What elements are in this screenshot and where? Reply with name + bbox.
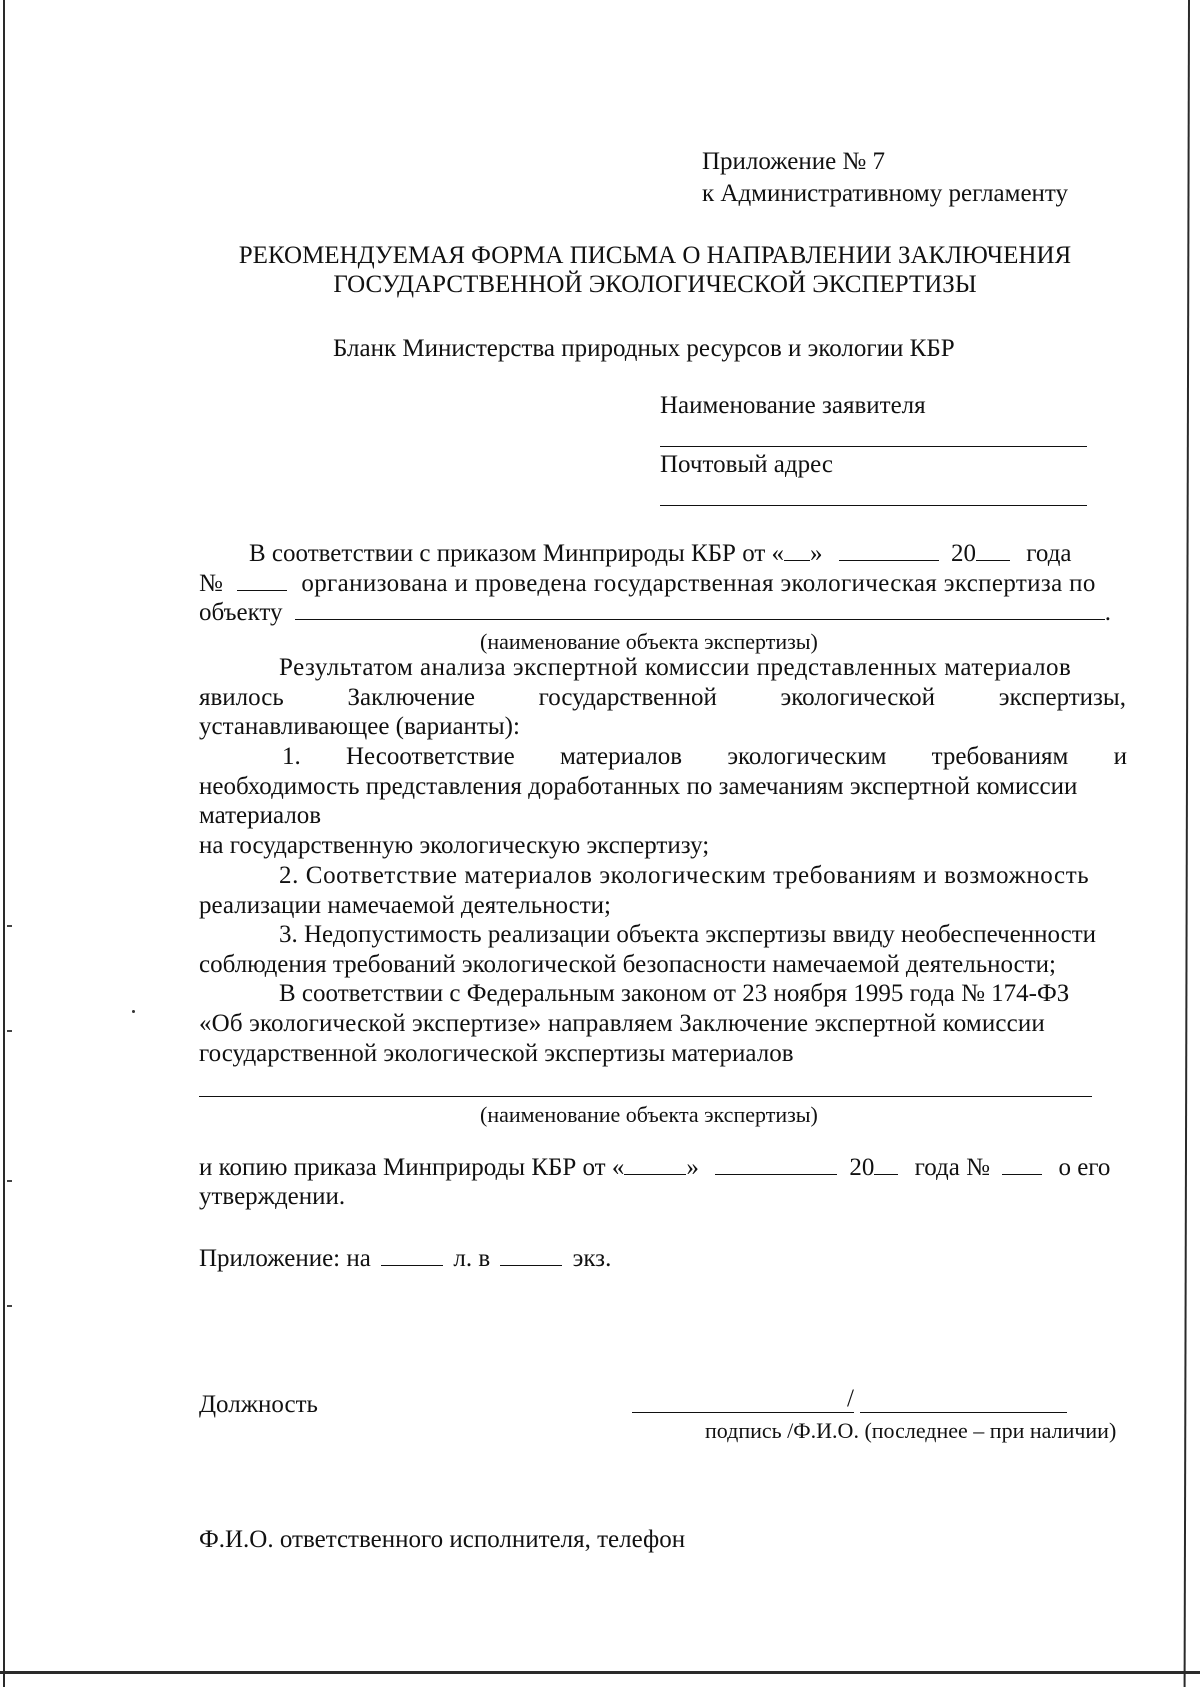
order-year-blank: [976, 538, 1010, 561]
result-line-2: [199, 683, 1126, 713]
intro-text: »: [810, 540, 823, 567]
word: экспертизы,: [998, 684, 1126, 711]
order-day-blank: [784, 538, 810, 561]
scan-mark: [7, 1305, 12, 1307]
intro-line-2: [199, 568, 1096, 599]
word: и: [1113, 743, 1127, 770]
form-title-line-2: ГОСУДАРСТВЕННОЙ ЭКОЛОГИЧЕСКОЙ ЭКСПЕРТИЗЫ: [333, 271, 977, 298]
letterhead-note: Бланк Министерства природных ресурсов и экологии КБР: [333, 335, 955, 362]
applicant-name-label: Наименование заявителя: [660, 392, 926, 419]
approval-month-blank: [715, 1152, 837, 1175]
result-line-3: устанавливающее (варианты):: [199, 713, 520, 740]
option-2-line-2: реализации намечаемой деятельности;: [199, 892, 611, 919]
executor-line: Ф.И.О. ответственного исполнителя, телефон: [199, 1526, 686, 1553]
copy-text: года №: [914, 1154, 990, 1181]
position-label: Должность: [199, 1391, 318, 1418]
scan-edge-left: [3, 0, 5, 1687]
approval-day-blank: [624, 1152, 686, 1175]
intro-text: В соответствии с приказом Минприроды КБР от «: [249, 540, 785, 567]
intro-line-1: [249, 538, 1072, 569]
attachment-text: л. в: [453, 1245, 491, 1272]
order-month-blank: [839, 538, 939, 561]
copy-text: и копию приказа Минприроды КБР от «: [199, 1154, 625, 1181]
appendix-number: Приложение № 7: [702, 148, 886, 175]
full-name-field: [860, 1412, 1067, 1413]
option-3-line-2: соблюдения требований экологической безопасности намечаемой деятельности;: [199, 951, 1056, 978]
scan-edge-bottom: [0, 1671, 1200, 1674]
option-1-line-3: материалов: [199, 802, 322, 829]
expertise-object-blank: [295, 597, 1105, 620]
period: .: [1104, 599, 1112, 626]
copy-text: »: [686, 1154, 699, 1181]
scan-edge-right: [1184, 0, 1190, 1687]
approval-year-blank: [874, 1152, 898, 1175]
scan-dot: [132, 1010, 135, 1013]
word: явилось: [199, 684, 284, 711]
copy-line-1: [199, 1152, 1110, 1183]
attachment-line: [199, 1243, 611, 1274]
postal-address-field: [660, 505, 1087, 506]
applicant-name-field: [660, 446, 1087, 447]
expertise-object-field: [199, 1096, 1092, 1097]
object-caption-2: (наименование объекта экспертизы): [480, 1102, 818, 1127]
option-3-line-1: 3. Недопустимость реализации объекта экспертизы ввиду необеспеченности: [279, 921, 1097, 948]
form-title-line-1: РЕКОМЕНДУЕМАЯ ФОРМА ПИСЬМА О НАПРАВЛЕНИИ ЗАКЛЮЧЕНИЯ: [238, 242, 1072, 269]
sheets-blank: [381, 1243, 443, 1266]
signature-field: [632, 1412, 854, 1413]
word: требованиям: [931, 743, 1069, 770]
attachment-text: Приложение: на: [199, 1245, 371, 1272]
copy-line-2: утверждении.: [199, 1183, 346, 1210]
approval-number-blank: [1002, 1152, 1042, 1175]
word: экологическим: [727, 743, 887, 770]
intro-text: организована и проведена государственная экологическая экспертиза по: [301, 570, 1096, 597]
order-number-blank: [237, 568, 287, 591]
option-1-line-2: необходимость представления доработанных по замечаниям экспертной комиссии: [199, 773, 1078, 800]
result-line-1: Результатом анализа экспертной комиссии представленных материалов: [279, 654, 1072, 681]
word: экологической: [780, 684, 936, 711]
year-prefix: 20: [951, 540, 977, 567]
law-line-1: В соответствии с Федеральным законом от 23 ноября 1995 года № 174-ФЗ: [279, 980, 1070, 1007]
signature-caption: подпись /Ф.И.О. (последнее – при наличии): [705, 1418, 1117, 1443]
option-1-line-1: [282, 742, 1127, 772]
attachment-text: экз.: [572, 1245, 612, 1272]
intro-line-3: [199, 597, 1111, 628]
scan-mark: [7, 1030, 12, 1032]
copy-text: о его: [1058, 1154, 1111, 1181]
scan-mark: [7, 925, 12, 927]
signature-slash: /: [847, 1385, 854, 1412]
number-sign: №: [199, 570, 223, 597]
word: 1.: [282, 743, 301, 770]
word: материалов: [559, 743, 683, 770]
word: Заключение: [347, 684, 475, 711]
postal-address-label: Почтовый адрес: [660, 451, 833, 478]
appendix-regulation: к Административному регламенту: [702, 180, 1069, 207]
year-prefix: 20: [849, 1154, 875, 1181]
object-label: объекту: [199, 599, 283, 626]
copies-blank: [500, 1243, 562, 1266]
year-word: года: [1026, 540, 1072, 567]
option-2-line-1: 2. Соответствие материалов экологическим требованиям и возможность: [279, 862, 1090, 889]
law-line-2: «Об экологической экспертизе» направляем Заключение экспертной комиссии: [199, 1010, 1045, 1037]
law-line-3: государственной экологической экспертизы материалов: [199, 1040, 794, 1067]
word: Несоответствие: [345, 743, 515, 770]
scan-mark: [7, 1180, 12, 1182]
option-1-line-4: на государственную экологическую экспертизу;: [199, 832, 710, 859]
word: государственной: [538, 684, 717, 711]
object-caption: (наименование объекта экспертизы): [480, 629, 818, 654]
